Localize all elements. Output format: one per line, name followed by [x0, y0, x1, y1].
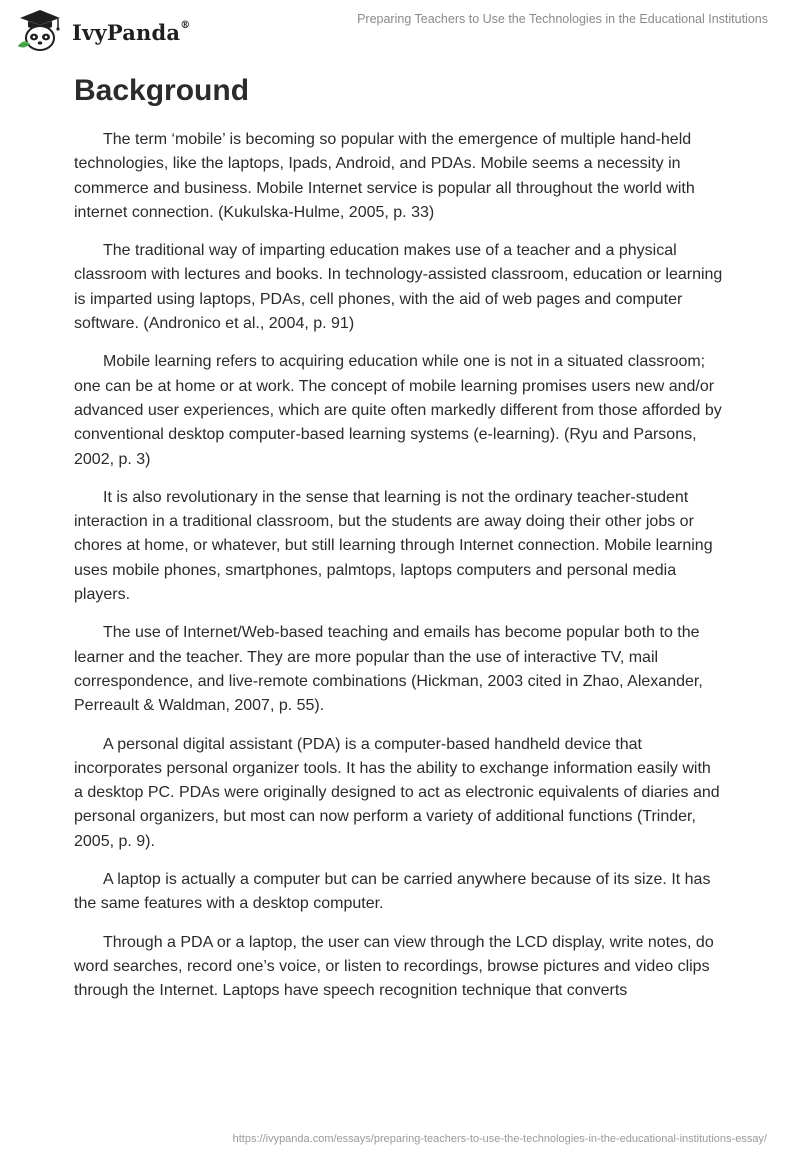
paragraph: It is also revolutionary in the sense that learning is not the ordinary teacher-student interaction in a traditional classroom, but the students are away doing their other jobs or chores at home, or whatever, but still learning through Internet connection. Mobile learning uses mobile phones, smartphones, palmtops, laptops computers and personal media players.: [74, 488, 713, 604]
paragraph: The use of Internet/Web-based teaching and emails has become popular both to the learner and the teacher. They are more popular than the use of interactive TV, mail correspondence, and live-remote combinations (Hickman, 2003 cited in Zhao, Alexander, Perreault & Waldman, 2007, p. 55).: [74, 624, 703, 715]
page-header: [0, 0, 800, 60]
source-url[interactable]: https://ivypanda.com/essays/preparing-teachers-to-use-the-technologies-in-the-educational-institutions-essay/: [232, 1133, 767, 1145]
paragraph: Mobile learning refers to acquiring education while one is not in a situated classroom; one can be at home or at work. The concept of mobile learning promises users new and/or advanced user experiences, which are quite often markedly different from those afforded by conventional desktop computer-based learning systems (e-learning). (Ryu and Parsons, 2002, p. 3): [74, 353, 722, 468]
article-body: [74, 72, 724, 1018]
paragraph: The term ‘mobile’ is becoming so popular with the emergence of multiple hand-held technologies, like the laptops, Ipads, Android, and PDAs. Mobile seems a necessity in commerce and business. Mobile Internet service is popular all throughout the world with internet connection. (Kukulska-Hulme, 2005, p. 33): [74, 131, 695, 221]
logo-wordmark: IvyPanda®: [72, 19, 191, 45]
paragraph: Through a PDA or a laptop, the user can view through the LCD display, write notes, do word searches, record one’s voice, or listen to recordings, browse pictures and video clips through the Internet. Laptops have speech recognition technique that converts: [74, 933, 714, 1000]
ivypanda-logo[interactable]: [14, 8, 190, 54]
panda-graduate-icon: [14, 8, 66, 54]
paragraph: A laptop is actually a computer but can be carried anywhere because of its size. It has the same features with a desktop computer.: [74, 871, 711, 913]
paragraph: The traditional way of imparting education makes use of a teacher and a physical classroom with lectures and books. In technology-assisted classroom, education or learning is imparted using laptops, PDAs, cell phones, with the aid of web pages and computer software. (Andronico et al., 2004, p. 91): [74, 242, 723, 333]
document-title: Preparing Teachers to Use the Technologies in the Educational Institutions: [357, 12, 768, 26]
section-heading: Background: [74, 74, 250, 107]
paragraph: A personal digital assistant (PDA) is a computer-based handheld device that incorporates personal organizer tools. It has the ability to exchange information easily with a desktop PC. PDAs were originally designed to act as electronic equivalents of diaries and personal organizers, but most can now perform a variety of additional functions (Trinder, 2005, p. 9).: [74, 735, 720, 850]
